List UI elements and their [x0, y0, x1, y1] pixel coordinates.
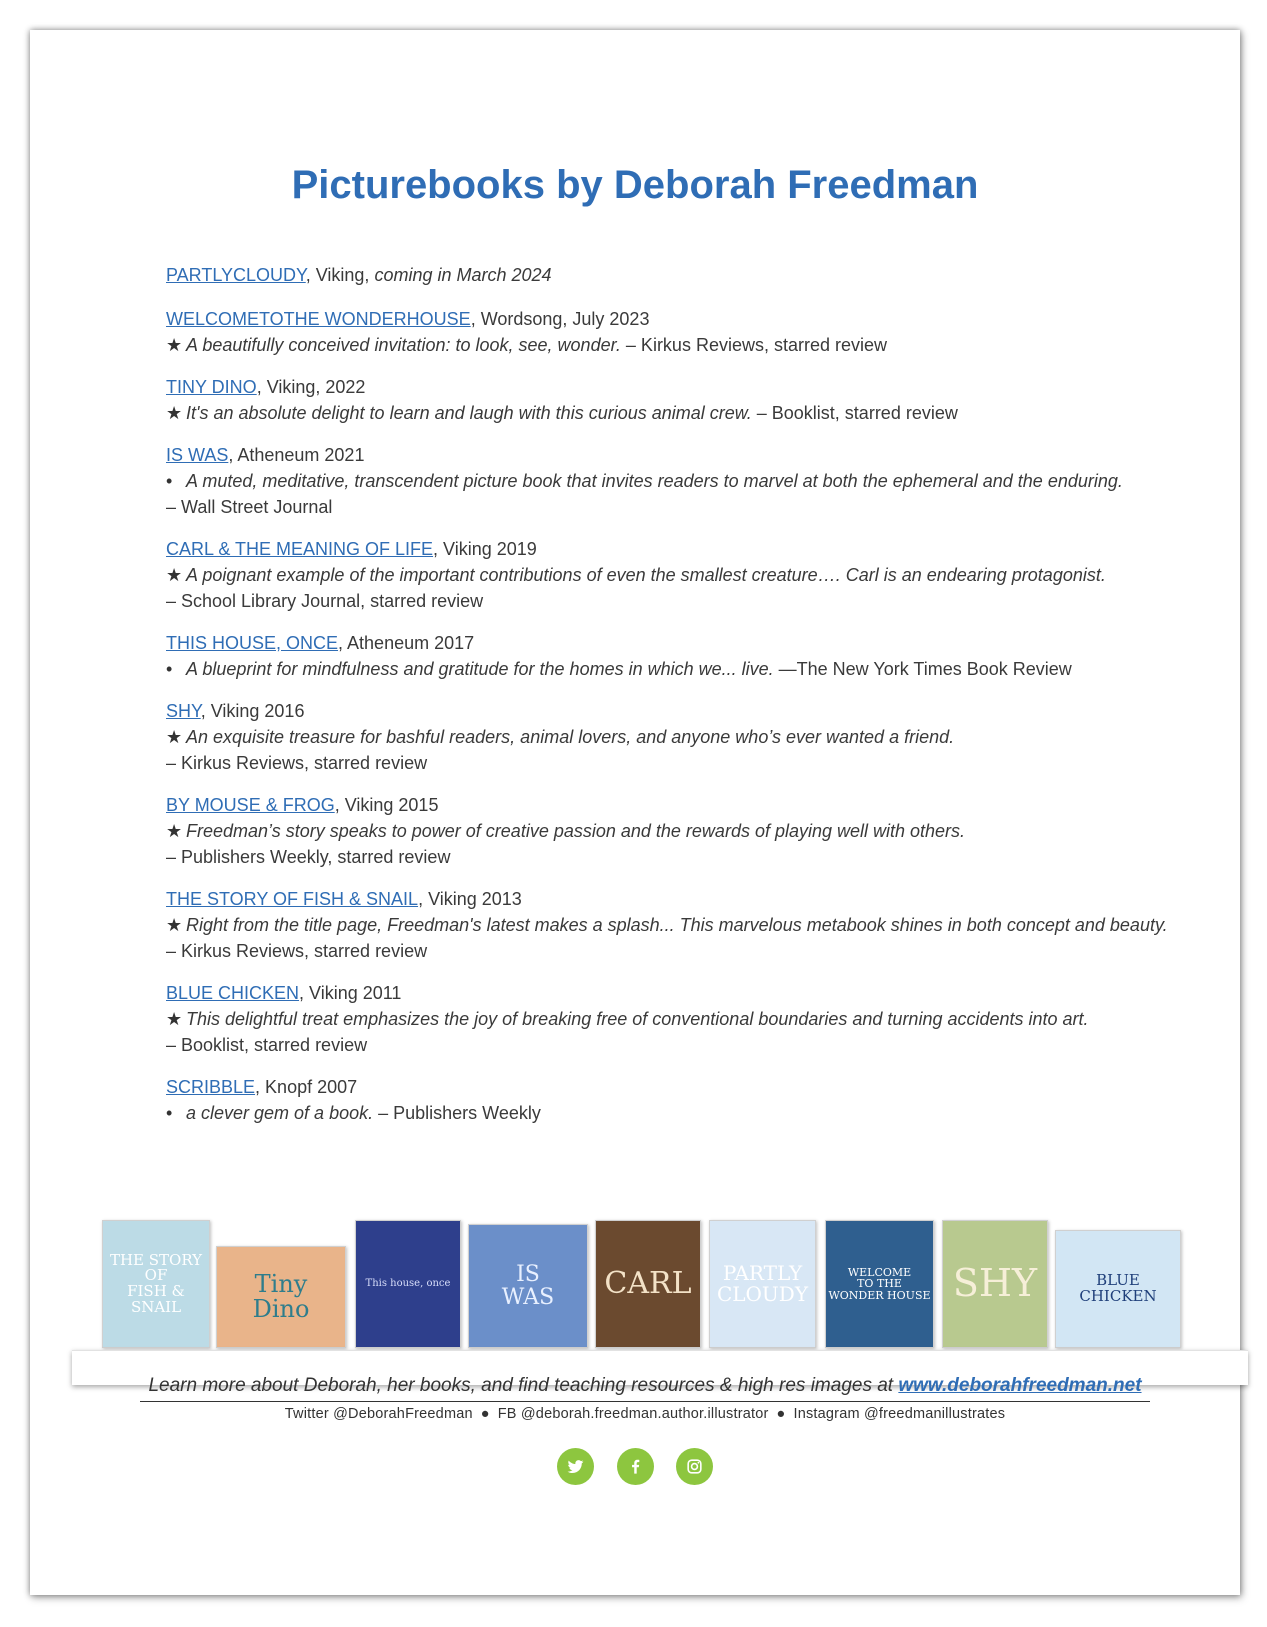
- book-heading: [166, 536, 1126, 562]
- review-source: – Wall Street Journal: [166, 497, 333, 517]
- book-publisher: , Atheneum 2021: [228, 445, 365, 465]
- book-cover-carl: [595, 1220, 701, 1348]
- cover-title-line: PARTLY: [722, 1261, 803, 1285]
- book-title-link[interactable]: THIS HOUSE, ONCE: [166, 633, 339, 653]
- book-entry: [166, 374, 1126, 426]
- star-icon: ★: [166, 335, 183, 355]
- review-source: —The New York Times Book Review: [773, 659, 1072, 679]
- book-cover-this-house-once: [355, 1220, 461, 1348]
- book-heading: [166, 442, 1126, 468]
- cover-title-line: BLUE CHICKEN: [1079, 1271, 1157, 1305]
- review-quote: [166, 468, 1126, 494]
- book-title-link[interactable]: SCRIBBLE: [166, 1077, 256, 1097]
- book-entry: [166, 1074, 1126, 1126]
- book-publisher: , Knopf 2007: [255, 1077, 358, 1097]
- review-quote: [166, 1006, 1126, 1032]
- book-publisher: , Viking,: [305, 265, 375, 285]
- star-icon: ★: [166, 1009, 183, 1029]
- quote-text: A muted, meditative, transcendent picture book that invites readers to marvel at both the ephemeral and the enduring.: [186, 471, 1123, 491]
- cover-title-line: IS: [516, 1261, 540, 1287]
- book-title-link[interactable]: TINY DINO: [166, 377, 257, 397]
- review-source: – Kirkus Reviews, starred review: [620, 335, 888, 355]
- quote-text: Right from the title page, Freedman's latest makes a splash... This marvelous metabook shines in both concept and beauty.: [186, 915, 1168, 935]
- cover-title-line: Tiny: [254, 1269, 308, 1298]
- bullet-icon: •: [166, 659, 173, 679]
- website-link[interactable]: www.deborahfreedman.net: [898, 1375, 1142, 1396]
- footer-divider: [140, 1401, 1150, 1402]
- book-publisher: , Viking 2015: [334, 795, 439, 815]
- cover-title-line: WAS: [501, 1285, 555, 1310]
- review-quote: [166, 332, 1126, 358]
- review-source: – Kirkus Reviews, starred review: [166, 753, 428, 773]
- book-cover-partly-cloudy: [709, 1220, 816, 1348]
- book-publisher: , Viking, 2022: [256, 377, 366, 397]
- book-heading: [166, 262, 1126, 288]
- cover-title: [366, 1279, 451, 1290]
- cover-title: [502, 1263, 554, 1309]
- book-release-note: coming in March 2024: [374, 265, 552, 285]
- book-cover-welcome-wonder-house: [825, 1220, 934, 1348]
- quote-text: A blueprint for mindfulness and gratitude for the homes in which we... live.: [186, 659, 774, 679]
- flyer-page: [30, 30, 1240, 1595]
- review-quote: [166, 818, 1126, 844]
- social-handles: [140, 1406, 1150, 1422]
- bullet-icon: •: [166, 471, 173, 491]
- cover-title: [952, 1261, 1038, 1306]
- book-publisher: , Wordsong, July 2023: [470, 309, 650, 329]
- book-title-link[interactable]: BY MOUSE & FROG: [166, 795, 335, 815]
- bullet-icon: •: [166, 1103, 173, 1123]
- instagram-icon[interactable]: [676, 1448, 713, 1485]
- cover-title-line: WELCOME: [847, 1265, 912, 1279]
- book-publisher: , Viking 2016: [200, 701, 305, 721]
- quote-text: It's an absolute delight to learn and laugh with this curious animal crew.: [186, 403, 752, 423]
- book-entry: [166, 262, 1126, 288]
- facebook-icon[interactable]: [617, 1448, 654, 1485]
- book-entry: [166, 886, 1168, 964]
- book-entry: [166, 536, 1126, 614]
- separator-dot: ●: [776, 1406, 786, 1422]
- cover-title-line: FISH & SNAIL: [127, 1282, 185, 1316]
- cover-title: [828, 1267, 930, 1302]
- page-title: Picturebooks by Deborah Freedman: [291, 163, 979, 207]
- book-cover-is-was: [468, 1224, 588, 1348]
- twitter-handle[interactable]: Twitter @DeborahFreedman: [284, 1406, 473, 1422]
- cover-title: [717, 1263, 808, 1305]
- star-icon: ★: [166, 915, 183, 935]
- review-quote: [166, 400, 1126, 426]
- star-icon: ★: [166, 727, 183, 747]
- social-icons: [30, 1448, 1240, 1485]
- book-title-link[interactable]: BLUE CHICKEN: [166, 983, 300, 1003]
- book-heading: [166, 886, 1126, 912]
- book-heading: [166, 698, 1126, 724]
- book-entry: [166, 442, 1126, 520]
- book-title-link[interactable]: IS WAS: [166, 445, 229, 465]
- star-icon: ★: [166, 403, 183, 423]
- twitter-icon[interactable]: [557, 1448, 594, 1485]
- quote-text: A poignant example of the important contributions of even the smallest creature…. Carl is an endearing protagonist.: [186, 565, 1106, 585]
- book-entry: [166, 792, 1126, 870]
- instagram-handle[interactable]: Instagram @freedmanillustrates: [793, 1406, 1006, 1422]
- book-title-link[interactable]: SHY: [166, 701, 201, 721]
- cover-title: [103, 1250, 209, 1316]
- book-shelf: [70, 1215, 1250, 1385]
- book-entry: [166, 630, 1126, 682]
- cover-title-line: CLOUDY: [716, 1282, 809, 1306]
- learn-more-text: [140, 1372, 1150, 1400]
- separator-dot: ●: [480, 1406, 490, 1422]
- cover-title-line: SHY: [952, 1261, 1038, 1306]
- book-title-link[interactable]: PARTLYCLOUDY: [166, 265, 306, 285]
- quote-text: This delightful treat emphasizes the joy of breaking free of conventional boundaries and turning accidents into art.: [186, 1009, 1089, 1029]
- review-quote: [166, 656, 1126, 682]
- book-title-link[interactable]: THE STORY OF FISH & SNAIL: [166, 889, 419, 909]
- review-quote: [166, 912, 1168, 938]
- book-entry: [166, 698, 1126, 776]
- book-cover-fish-and-snail: [102, 1220, 210, 1348]
- book-cover-tiny-dino: [216, 1246, 346, 1348]
- review-source: – Publishers Weekly, starred review: [166, 847, 451, 867]
- cover-title: [252, 1269, 310, 1323]
- review-source: – School Library Journal, starred review: [166, 591, 484, 611]
- book-publisher: , Viking 2011: [299, 983, 402, 1003]
- review-quote: [166, 562, 1126, 588]
- review-source: – Kirkus Reviews, starred review: [166, 941, 428, 961]
- book-publisher: , Viking 2013: [418, 889, 522, 909]
- cover-title: [604, 1268, 691, 1300]
- book-cover-blue-chicken: [1055, 1230, 1181, 1348]
- book-publisher: , Atheneum 2017: [338, 633, 475, 653]
- cover-title-line: THE STORY OF: [109, 1250, 203, 1285]
- cover-title-line: TO THE: [857, 1277, 902, 1291]
- book-heading: [166, 630, 1126, 656]
- book-title-link[interactable]: WELCOMETOTHE WONDERHOUSE: [166, 309, 471, 329]
- book-heading: [166, 980, 1126, 1006]
- cover-title: [1056, 1273, 1180, 1305]
- quote-text: Freedman’s story speaks to power of creative passion and the rewards of playing well with others.: [186, 821, 966, 841]
- cover-title-line: This house, once: [365, 1277, 451, 1289]
- star-icon: ★: [166, 821, 183, 841]
- cover-title-line: WONDER HOUSE: [828, 1288, 931, 1302]
- review-quote: [166, 724, 1126, 750]
- facebook-handle[interactable]: FB @deborah.freedman.author.illustrator: [497, 1406, 769, 1422]
- star-icon: ★: [166, 565, 183, 585]
- review-source: – Publishers Weekly: [373, 1103, 541, 1123]
- learn-more-label: Learn more about Deborah, her books, and find teaching resources & high res images at: [148, 1375, 899, 1396]
- review-source: – Booklist, starred review: [751, 403, 958, 423]
- footer: [140, 1372, 1150, 1422]
- book-entry: [166, 306, 1126, 358]
- cover-title-line: Dino: [252, 1295, 310, 1323]
- book-entry: [166, 980, 1126, 1058]
- book-heading: [166, 374, 1126, 400]
- cover-title-line: CARL: [604, 1266, 692, 1302]
- book-title-link[interactable]: CARL & THE MEANING OF LIFE: [166, 539, 434, 559]
- review-source: – Booklist, starred review: [166, 1035, 368, 1055]
- review-quote: [166, 1100, 1126, 1126]
- book-list: [166, 262, 1168, 1142]
- quote-text: a clever gem of a book.: [186, 1103, 374, 1123]
- book-cover-shy: [942, 1220, 1048, 1348]
- book-heading: [166, 792, 1126, 818]
- book-heading: [166, 1074, 1126, 1100]
- quote-text: An exquisite treasure for bashful readers, animal lovers, and anyone who’s ever wanted a friend.: [186, 727, 955, 747]
- book-publisher: , Viking 2019: [433, 539, 537, 559]
- book-heading: [166, 306, 1126, 332]
- quote-text: A beautifully conceived invitation: to look, see, wonder.: [186, 335, 621, 355]
